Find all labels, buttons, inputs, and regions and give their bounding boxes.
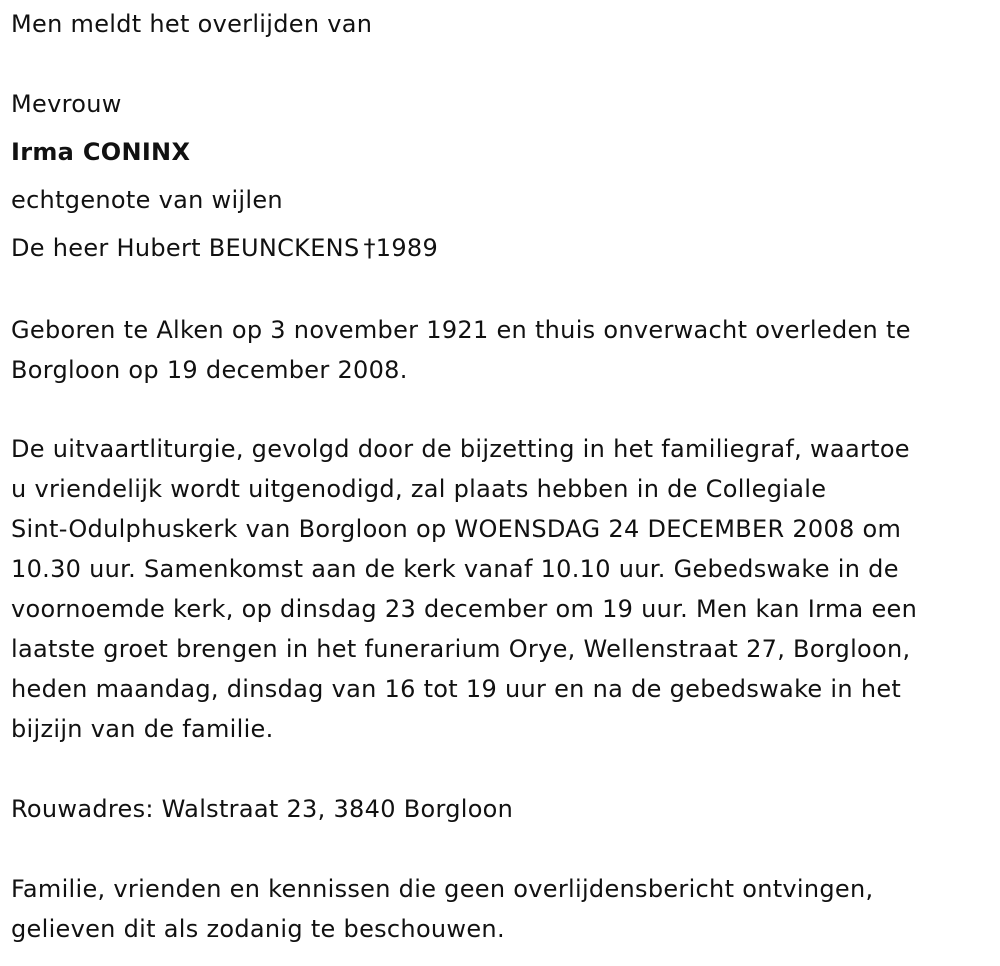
intro-text: Men meldt het overlijden van <box>11 10 373 38</box>
paragraph-line: De uitvaartliturgie, gevolgd door de bijzetting in het familiegraf, waartoe <box>11 435 910 463</box>
paragraph-line: Geboren te Alken op 3 november 1921 en thuis onverwacht overleden te <box>11 316 911 344</box>
paragraph-line: gelieven dit als zodanig te beschouwen. <box>11 915 505 943</box>
funeral-paragraph <box>11 429 996 749</box>
relation-text: echtgenote van wijlen <box>11 186 283 214</box>
paragraph-line: voornoemde kerk, op dinsdag 23 december om 19 uur. Men kan Irma een <box>11 595 918 623</box>
spouse-line <box>11 234 438 262</box>
deceased-name: Irma CONINX <box>11 138 191 166</box>
mourning-address: Rouwadres: Walstraat 23, 3840 Borgloon <box>11 795 514 823</box>
address-paragraph <box>11 789 996 829</box>
salutation: Mevrouw <box>11 90 122 118</box>
paragraph-line: laatste groet brengen in het funerarium Orye, Wellenstraat 27, Borgloon, <box>11 635 911 663</box>
closing-paragraph <box>11 869 996 949</box>
cross-icon: † <box>363 234 376 262</box>
paragraph-line: bijzijn van de familie. <box>11 715 274 743</box>
paragraph-line: u vriendelijk wordt uitgenodigd, zal plaats hebben in de Collegiale <box>11 475 827 503</box>
paragraph-line: 10.30 uur. Samenkomst aan de kerk vanaf 10.10 uur. Gebedswake in de <box>11 555 899 583</box>
spouse-death-year: 1989 <box>375 234 439 262</box>
spouse-name: De heer Hubert BEUNCKENS <box>11 234 360 262</box>
birth-death-paragraph <box>11 310 996 390</box>
paragraph-line: Sint-Odulphuskerk van Borgloon op WOENSDAG 24 DECEMBER 2008 om <box>11 515 902 543</box>
paragraph-line: Familie, vrienden en kennissen die geen overlijdensbericht ontvingen, <box>11 875 874 903</box>
paragraph-line: Borgloon op 19 december 2008. <box>11 356 408 384</box>
paragraph-line: heden maandag, dinsdag van 16 tot 19 uur en na de gebedswake in het <box>11 675 902 703</box>
